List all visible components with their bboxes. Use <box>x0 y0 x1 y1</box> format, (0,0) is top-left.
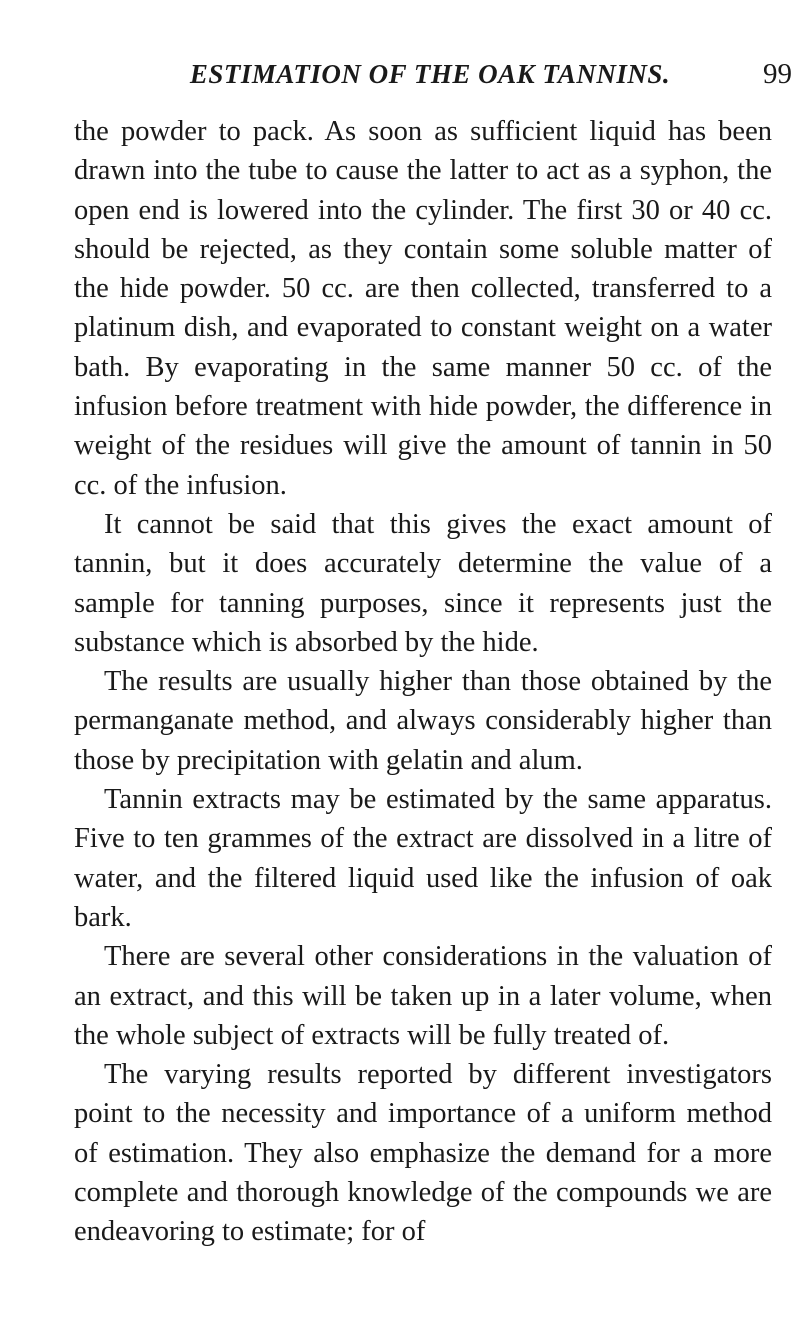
page-number: 99 <box>763 58 792 90</box>
body-text <box>74 112 772 1252</box>
paragraph: The varying results reported by different investigators point to the necessity and importance of a uniform method of estimation. They also emphasize the demand for a more complete and thorough knowledge of the compounds we are endeavoring to estimate; for of <box>74 1059 772 1248</box>
paragraph-continued: the powder to pack. As soon as sufficient liquid has been drawn into the tube to cause the latter to act as a syphon, the open end is lowered into the cylinder. The first 30 or 40 cc. should be rejected, as they contain some soluble matter of the hide powder. 50 cc. are then collected, transferred to a platinum dish, and evaporated to constant weight on a water bath. By evaporating in the same manner 50 cc. of the infusion before treatment with hide powder, the difference in weight of the residues will give the amount of tannin in 50 cc. of the infusion. <box>74 116 772 501</box>
paragraph: Tannin extracts may be estimated by the same apparatus. Five to ten grammes of the extract are dissolved in a litre of water, and the filtered liquid used like the infusion of oak bark. <box>74 784 772 933</box>
running-head: ESTIMATION OF THE OAK TANNINS. <box>189 59 671 89</box>
paragraph: There are several other considerations in the valuation of an extract, and this will be taken up in a later volume, when the whole subject of extracts will be fully treated of. <box>74 941 772 1051</box>
paragraph: The results are usually higher than those obtained by the permanganate method, and always considerably higher than those by precipitation with gelatin and alum. <box>74 666 772 776</box>
paragraph: It cannot be said that this gives the exact amount of tannin, but it does accurately determine the value of a sample for tanning purposes, since it represents just the substance which is absorbed by the hide. <box>74 508 772 658</box>
